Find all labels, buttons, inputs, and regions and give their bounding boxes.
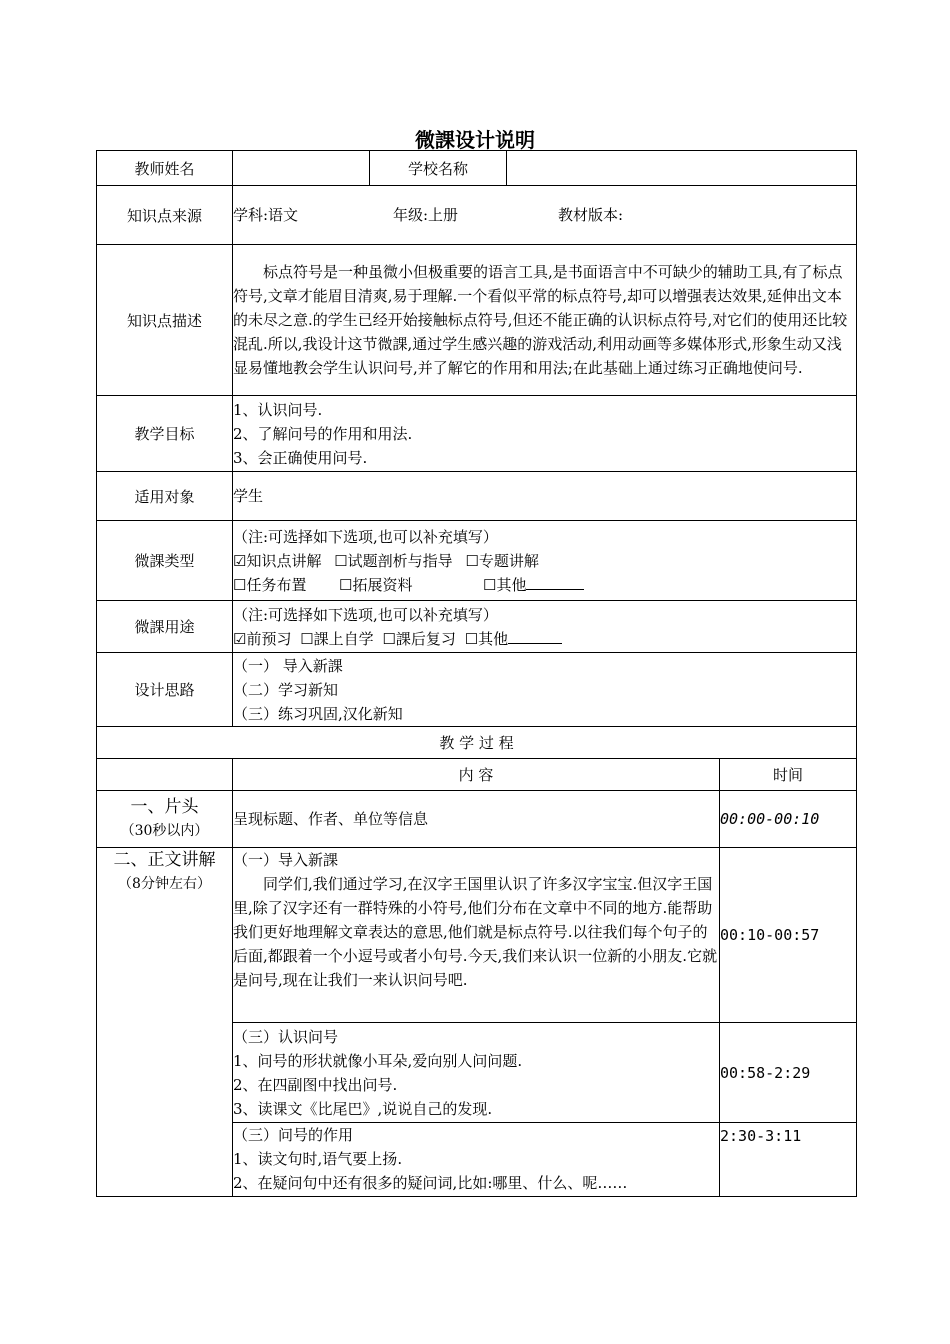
section2-content [233, 1023, 720, 1123]
description-text: 标点符号是一种虽微小但极重要的语言工具,是书面语言中不可缺少的辅助工具,有了标点符号,文章才能眉目清爽,易于理解.一个看似平常的标点符号,却可以增强表达效果,延伸出文本的未尽之意.的学生已经开始接触标点符号,但还不能正确的认识标点符号,对它们的使用还比较混乱.所以,我设计这节微課,通过学生感兴趣的游戏活动,利用动画等多媒体形式,形象生动又浅显易懂地教会学生认识问号,并了解它的作用和用法;在此基础上通过练习正确地使问号. [233, 245, 857, 396]
section3-item: 2、在疑问句中还有很多的疑问词,比如:哪里、什么、呢…… [233, 1174, 628, 1192]
part1-content: 呈现标题、作者、单位等信息 [233, 791, 720, 848]
section2-title: （三）认识问号 [233, 1027, 339, 1046]
goal-item: 3、会正确使用问号. [233, 448, 368, 467]
section3-time: 2:30-3:11 [720, 1123, 857, 1197]
design-table [96, 150, 857, 1197]
part2-label [97, 848, 233, 1197]
section1-time: 00:10-00:57 [720, 848, 857, 1023]
type-option-other[interactable]: ☐其他 [483, 575, 527, 594]
time-column-header: 时间 [720, 759, 857, 791]
usage-label: 微課用途 [97, 601, 233, 653]
type-options [233, 521, 857, 601]
teacher-name-field[interactable] [233, 151, 370, 186]
source-label: 知识点来源 [97, 186, 233, 245]
usage-options [233, 601, 857, 653]
description-label: 知识点描述 [97, 245, 233, 396]
section2-item: 3、读课文《比尾巴》,说说自己的发现. [233, 1099, 493, 1118]
usage-option-other[interactable]: ☐其他 [464, 629, 509, 648]
type-note: （注:可选择如下选项,也可以补充填写） [233, 527, 498, 546]
teacher-name-label: 教师姓名 [97, 151, 233, 186]
design-item: （三）练习巩固,汉化新知 [233, 704, 403, 723]
usage-option-review[interactable]: ☐課后复习 [382, 629, 456, 648]
source-fields [233, 186, 857, 245]
section1-title: （一）导入新課 [233, 851, 339, 869]
usage-option-self-study[interactable]: ☐課上自学 [300, 629, 374, 648]
part2-subtitle: （8分钟左右） [118, 876, 211, 892]
grade-field: 年级:上册 [393, 206, 459, 224]
section1-content [233, 848, 720, 1023]
type-option-topic[interactable]: ☐专题讲解 [465, 551, 539, 570]
type-option-analysis[interactable]: ☐试题剖析与指导 [334, 551, 453, 570]
type-option-knowledge[interactable]: ☑知识点讲解 [233, 551, 322, 570]
design-item: （一） 导入新課 [233, 656, 343, 675]
process-heading: 教 学 过 程 [97, 727, 857, 759]
audience-label: 适用对象 [97, 472, 233, 521]
goals-list [233, 396, 857, 472]
content-column-header: 内 容 [233, 759, 720, 791]
section3-item: 1、读文句时,语气要上扬. [233, 1150, 403, 1168]
school-name-label: 学校名称 [370, 151, 507, 186]
design-label: 设计思路 [97, 653, 233, 727]
section2-item: 1、问号的形状就像小耳朵,爱向别人问问题. [233, 1051, 523, 1070]
section1-text: 同学们,我们通过学习,在汉字王国里认识了许多汉字宝宝.但汉字王国里,除了汉字还有一群特殊的小符号,他们分布在文章中不同的地方.能帮助我们更好地理解文章表达的意思,他们就是标点符号.以往我们每个句子的后面,都跟着一个小逗号或者小句号.今天,我们来认识一位新的小朋友.它就是问号,现在让我们一来认识问号吧. [233, 875, 718, 989]
part2-title: 二、正文讲解 [113, 850, 216, 870]
usage-option-preview[interactable]: ☑前预习 [233, 629, 292, 648]
usage-note: （注:可选择如下选项,也可以补充填写） [233, 605, 498, 624]
section3-title: （三）问号的作用 [233, 1126, 354, 1144]
part1-time: 00:00-00:10 [720, 791, 857, 848]
type-option-extend[interactable]: ☐拓展资料 [339, 575, 413, 594]
goals-label: 教学目标 [97, 396, 233, 472]
document-title: 微課设计说明 [415, 128, 535, 152]
goal-item: 2、了解问号的作用和用法. [233, 424, 413, 443]
part1-title: 一、片头 [130, 797, 199, 817]
usage-other-blank[interactable] [508, 629, 562, 644]
part1-label [97, 791, 233, 848]
type-label: 微課类型 [97, 521, 233, 601]
part1-subtitle: （30秒以内） [120, 823, 209, 839]
type-option-task[interactable]: ☐任务布置 [233, 575, 307, 594]
design-list [233, 653, 857, 727]
goal-item: 1、认识问号. [233, 400, 323, 419]
section3-content [233, 1123, 720, 1197]
subject-field: 学科:语文 [233, 206, 299, 224]
section2-item: 2、在四副图中找出问号. [233, 1075, 398, 1094]
type-other-blank[interactable] [526, 575, 584, 590]
section2-time: 00:58-2:29 [720, 1023, 857, 1123]
design-item: （二）学习新知 [233, 680, 339, 699]
process-header-blank [97, 759, 233, 791]
school-name-field[interactable] [507, 151, 857, 186]
edition-field: 教材版本: [558, 206, 624, 224]
audience-value: 学生 [233, 472, 857, 521]
